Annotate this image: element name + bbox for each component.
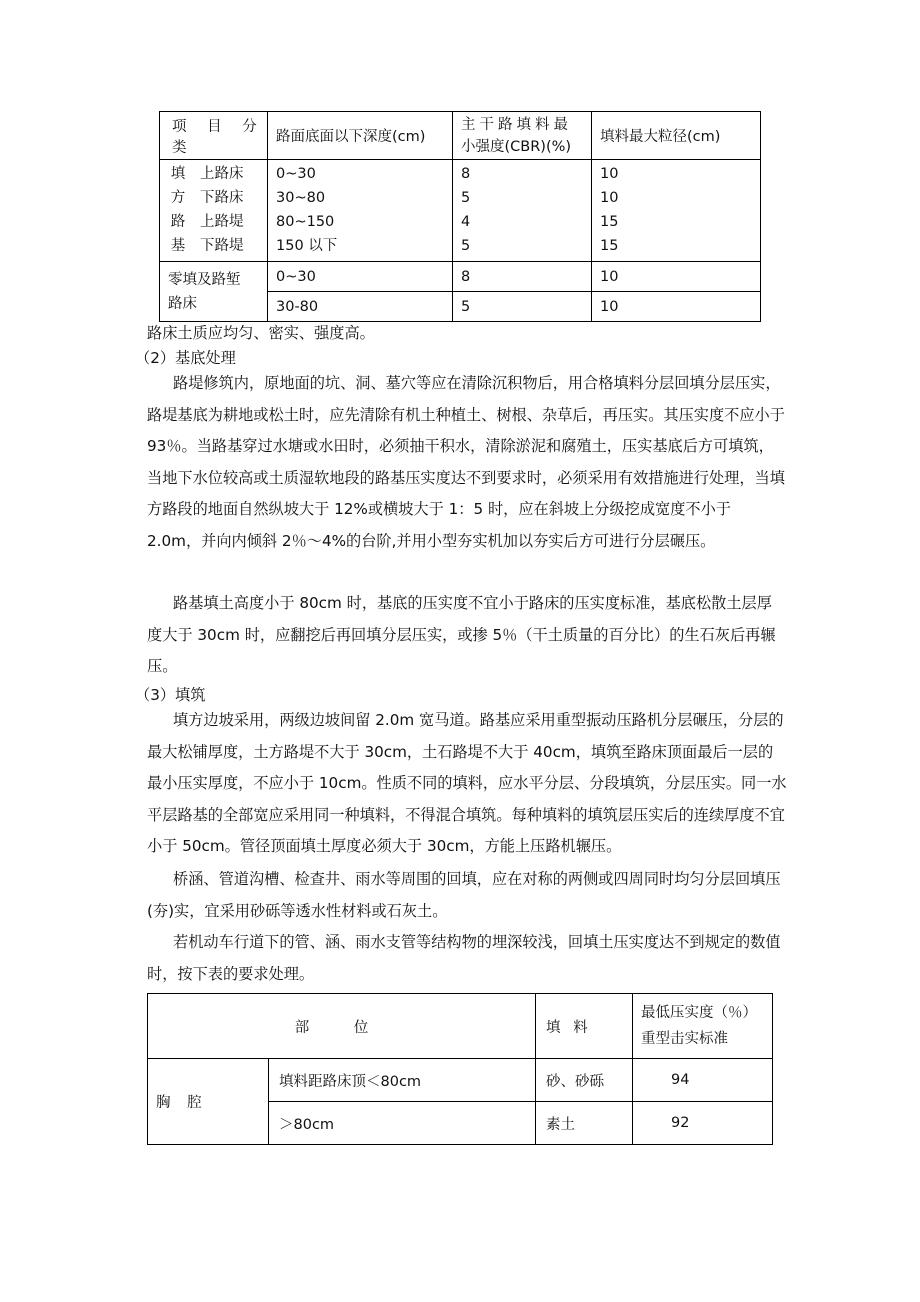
- depth-value: 80~150: [276, 214, 335, 230]
- material-cell: 素土: [536, 1102, 633, 1145]
- condition-cell: 填料距路床顶＜80cm: [269, 1059, 536, 1102]
- header-size: 填料最大粒径(cm): [592, 112, 761, 160]
- section-3-paragraph-1: 填方边坡采用，两级边坡间留 2.0m 宽马道。路基应采用重型振动压路机分层碾压，分层的最大松铺厚度，土方路堤不大于 30cm，土石路堤不大于 40cm，填筑至路床顶面最后一层的最小压实厚度，不应小于 10cm。性质不同的填料，应水平分层、分段填筑，分层压实。同一水平层路基的全部宽应采用同一种填料，不得混合填筑。每种填料的填筑层压实后的连续厚度不宜小于 50cm。管径顶面填土厚度必须大于 30cm，方能上压路机辗压。: [147, 711, 787, 855]
- header-min-compaction: [633, 994, 773, 1059]
- cbr-value: 5: [461, 190, 471, 206]
- fill-subgrade-row: [160, 160, 761, 262]
- cbr-cell: [453, 160, 592, 262]
- header-min-line1: 最低压实度（％）: [641, 1005, 757, 1021]
- header-cbr-line2: 小强度(CBR)(%): [461, 138, 572, 155]
- fill-label-char: 基: [170, 238, 186, 254]
- cbr-value: 5: [461, 238, 471, 254]
- header-cbr: [453, 112, 592, 160]
- material-cell: 砂、砂砾: [536, 1059, 633, 1102]
- section-2-paragraph-2: 路基填土高度小于 80cm 时，基底的压实度不宜小于路床的压实度标准，基底松散土层厚度大于 30cm 时，应翻挖后再回填分层压实，或掺 5％（干土质量的百分比）的生石灰后再辗压。: [147, 594, 776, 675]
- section-3-paragraph-3: 若机动车行道下的管、涵、雨水支管等结构物的埋深较浅，回填土压实度达不到规定的数值时，按下表的要求处理。: [147, 933, 781, 983]
- fill-label-char: 方: [170, 190, 186, 206]
- header-cbr-line1: 主干路填料最: [461, 116, 572, 133]
- section-2-heading: （2）基底处理: [135, 349, 236, 367]
- depth-value: 0~30: [276, 166, 316, 182]
- fill-subgrade-label: [160, 160, 197, 262]
- cbr-value: 5: [453, 292, 592, 322]
- sub-category: 下路堤: [200, 238, 244, 254]
- zero-fill-label: [160, 262, 268, 322]
- section-2-paragraph-1: 路堤修筑内，原地面的坑、洞、墓穴等应在清除沉积物后，用合格填料分层回填分层压实，路堤基底为耕地或松土时，应先清除有机土种植土、树根、杂草后，再压实。其压实度不应小于 93％。当路基穿过水塘或水田时，必须抽干积水，清除淤泥和腐殖土，压实基底后方可填筑，当地下水位较高或土质湿软地段的路基压实度达不到要求时，必须采用有效措施进行处理，当填方路段的地面自然纵坡大于 12%或横坡大于 1：5 时，应在斜坡上分级挖成宽度不小于 2.0m，并向内倾斜 2％～4%的台阶,并用小型夯实机加以夯实后方可进行分层碾压。: [147, 374, 785, 550]
- compaction-value: 92: [633, 1102, 773, 1145]
- sub-category: 上路床: [200, 166, 244, 182]
- size-cell: [592, 160, 761, 262]
- size-value: 15: [600, 238, 619, 254]
- header-fill: 填 料: [536, 994, 633, 1059]
- cbr-value: 8: [453, 262, 592, 292]
- depth-cell: [268, 160, 453, 262]
- section-3-heading: （3）填筑: [135, 686, 206, 704]
- depth-value: 30-80: [268, 292, 453, 322]
- table-header-row: [148, 994, 773, 1059]
- header-project: 项 目 分 类: [160, 112, 268, 160]
- backfill-compaction-table: [147, 993, 773, 1145]
- condition-cell: ＞80cm: [269, 1102, 536, 1145]
- cbr-value: 4: [461, 214, 471, 230]
- compaction-value: 94: [633, 1059, 773, 1102]
- header-part: 部 位: [148, 994, 536, 1059]
- size-value: 10: [592, 262, 761, 292]
- subgrade-fill-table: [159, 111, 761, 322]
- header-min-line2: 重型击实标准: [641, 1031, 728, 1047]
- fill-label-char: 路: [170, 214, 186, 230]
- sub-category-cell: [196, 160, 268, 262]
- zero-fill-label-line2: 路床: [168, 295, 197, 312]
- depth-value: 30~80: [276, 190, 326, 206]
- size-value: 10: [592, 292, 761, 322]
- size-value: 10: [600, 190, 619, 206]
- depth-value: 0~30: [268, 262, 453, 292]
- table-row: [148, 1059, 773, 1102]
- header-depth: 路面底面以下深度(cm): [268, 112, 453, 160]
- zero-fill-label-line1: 零填及路堑: [168, 271, 241, 288]
- size-value: 10: [600, 166, 619, 182]
- size-value: 15: [600, 214, 619, 230]
- cbr-value: 8: [461, 166, 471, 182]
- zero-fill-row-1: [160, 262, 761, 292]
- section-3-paragraph-2: 桥涵、管道沟槽、检查井、雨水等周围的回填，应在对称的两侧或四周同时均匀分层回填压(夯)实，宜采用砂砾等透水性材料或石灰土。: [147, 870, 781, 920]
- depth-value: 150 以下: [276, 238, 338, 254]
- chest-label: 胸 腔: [148, 1059, 269, 1145]
- sub-category: 下路床: [200, 190, 244, 206]
- sub-category: 上路堤: [200, 214, 244, 230]
- fill-label-char: 填: [170, 166, 186, 182]
- table-header-row: [160, 112, 761, 160]
- after-table-note: 路床土质应均匀、密实、强度高。: [147, 324, 375, 342]
